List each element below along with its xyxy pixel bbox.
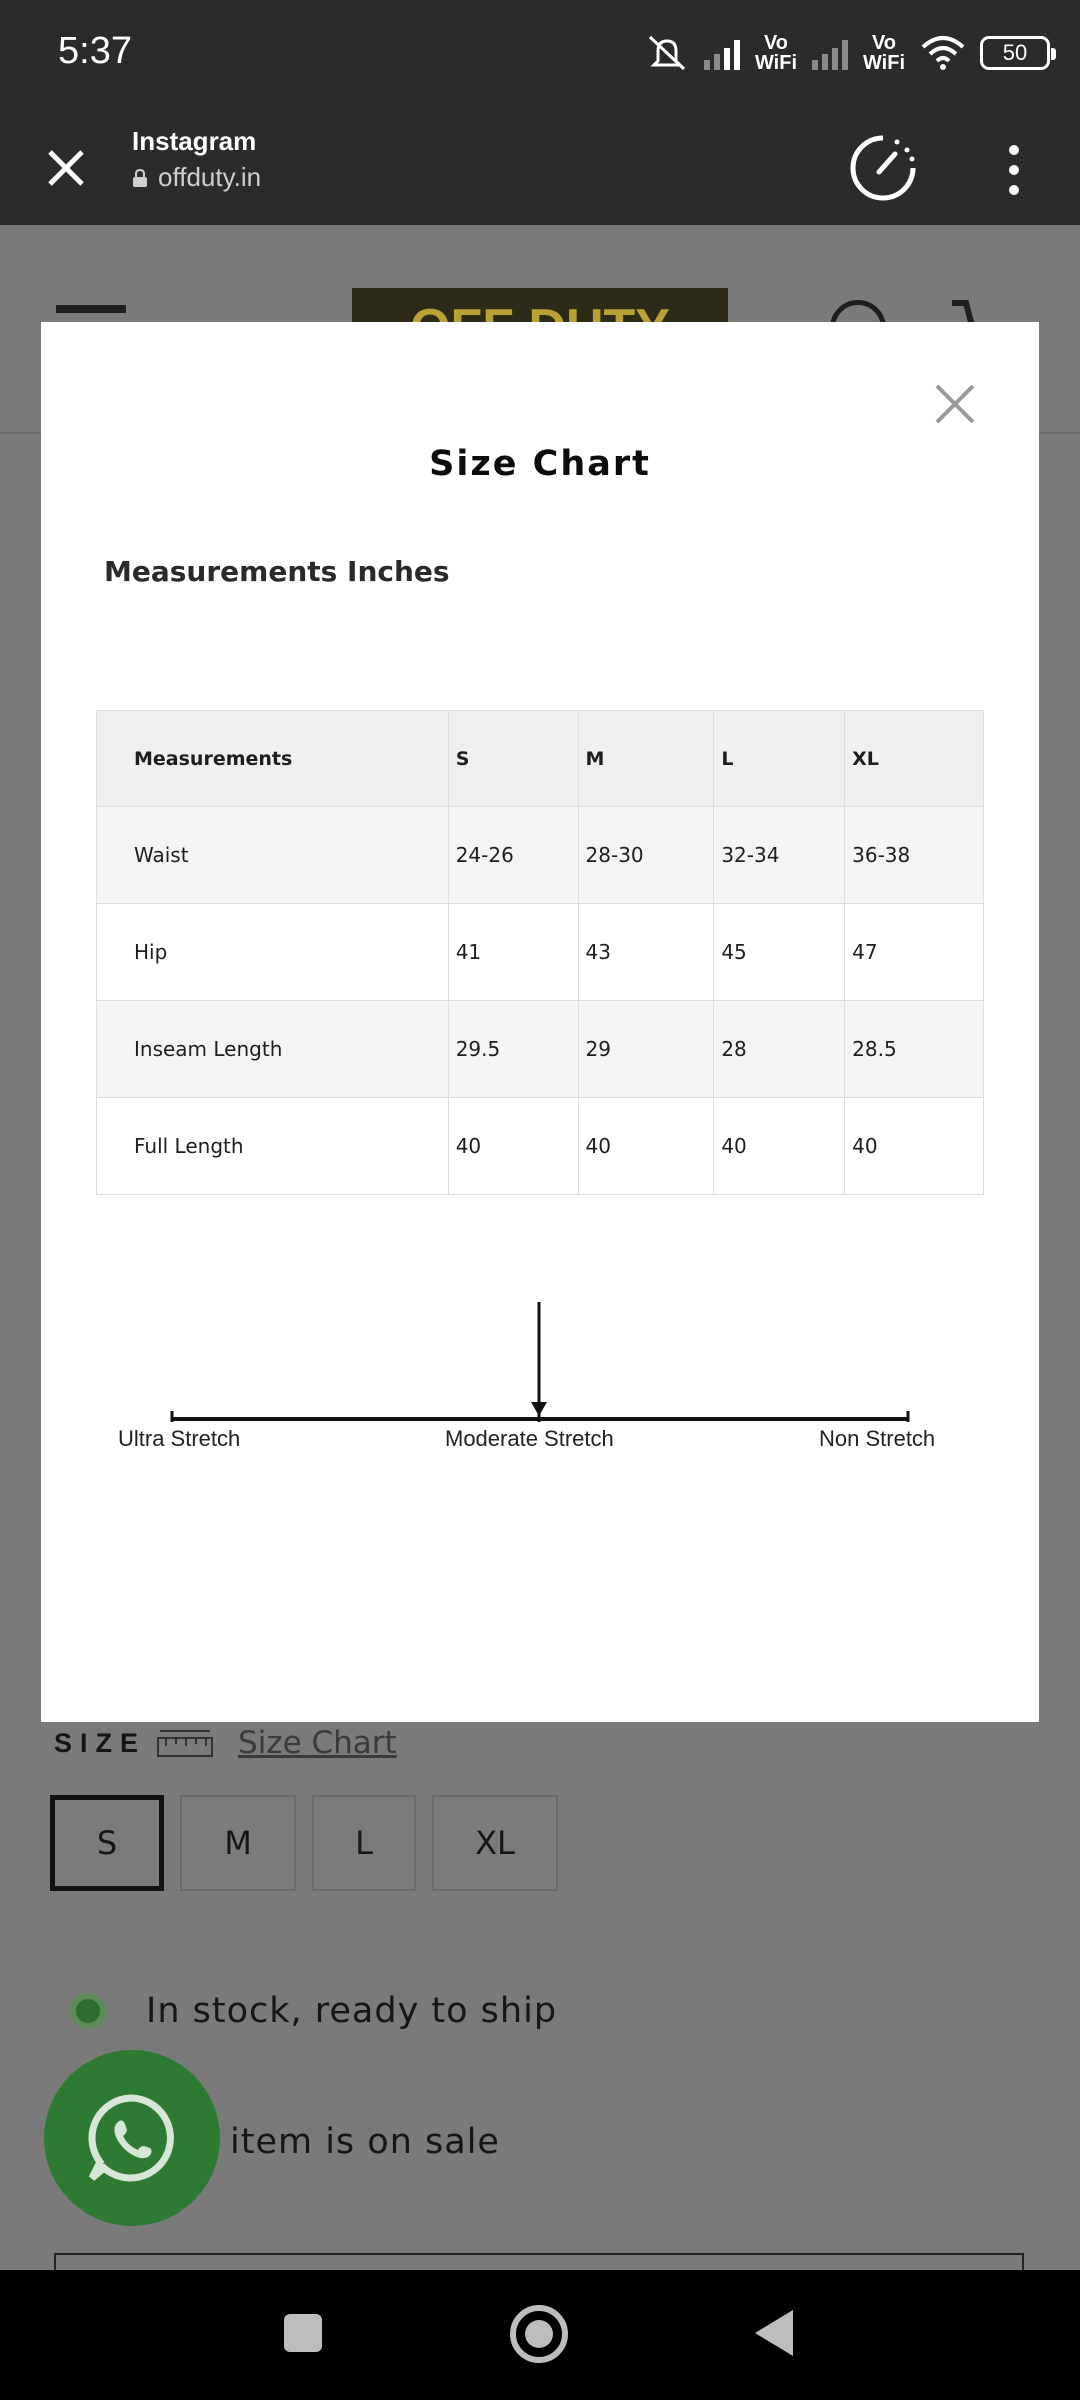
stretch-label-ultra: Ultra Stretch	[118, 1426, 241, 1451]
table-header: S	[448, 711, 578, 807]
size-row	[54, 1725, 397, 1761]
whatsapp-button[interactable]	[44, 2050, 220, 2226]
table-cell: 24-26	[448, 807, 578, 904]
sale-text: item is on sale	[230, 2122, 500, 2162]
table-cell: 32-34	[714, 807, 845, 904]
size-label: SIZE	[54, 1727, 147, 1758]
modal-close-icon[interactable]	[931, 380, 979, 428]
table-cell: Waist	[97, 807, 449, 904]
lock-icon	[132, 169, 148, 187]
stretch-label-moderate: Moderate Stretch	[445, 1426, 614, 1451]
signal-icon-2	[812, 36, 848, 70]
battery-icon: 50	[980, 36, 1050, 70]
table-header: XL	[845, 711, 984, 807]
table-row	[97, 1001, 984, 1098]
size-option-m[interactable]: M	[180, 1795, 296, 1891]
table-cell: 41	[448, 904, 578, 1001]
recents-icon[interactable]	[284, 2314, 322, 2352]
table-row	[97, 1098, 984, 1195]
ruler-icon	[156, 1726, 214, 1760]
status-time: 5:37	[58, 30, 132, 72]
more-options-icon[interactable]	[1000, 140, 1028, 200]
table-cell: 36-38	[845, 807, 984, 904]
speedometer-icon[interactable]	[845, 130, 921, 206]
home-icon[interactable]	[510, 2305, 568, 2363]
size-chart-modal	[41, 322, 1039, 1722]
vowifi-label-2: Vo WiFi	[862, 32, 906, 74]
whatsapp-icon	[82, 2088, 182, 2188]
size-option-s[interactable]: S	[50, 1795, 164, 1891]
back-icon[interactable]	[755, 2310, 793, 2356]
table-header: L	[714, 711, 845, 807]
stock-status	[70, 1991, 557, 2031]
table-cell: 40	[448, 1098, 578, 1195]
table-row	[97, 904, 984, 1001]
size-chart-link[interactable]: Size Chart	[238, 1725, 397, 1761]
table-cell: Inseam Length	[97, 1001, 449, 1098]
table-header: M	[578, 711, 714, 807]
in-stock-dot-icon	[70, 1993, 106, 2029]
table-cell: 45	[714, 904, 845, 1001]
modal-subtitle: Measurements Inches	[104, 555, 450, 588]
table-cell: 47	[845, 904, 984, 1001]
table-cell: 29	[578, 1001, 714, 1098]
table-header: Measurements	[97, 711, 449, 807]
hamburger-menu-icon[interactable]	[56, 305, 126, 313]
table-cell: 40	[845, 1098, 984, 1195]
close-icon[interactable]	[36, 138, 96, 198]
stretch-label-non: Non Stretch	[819, 1426, 936, 1451]
modal-title: Size Chart	[429, 444, 651, 484]
add-to-cart-box[interactable]	[54, 2253, 1024, 2270]
browser-url[interactable]	[132, 162, 261, 193]
size-option-xl[interactable]: XL	[432, 1795, 558, 1891]
wifi-icon	[920, 35, 966, 71]
table-cell: 43	[578, 904, 714, 1001]
vowifi-label: Vo WiFi	[754, 32, 798, 74]
stock-text: In stock, ready to ship	[146, 1991, 558, 2031]
url-text: offduty.in	[158, 162, 262, 192]
table-cell: 28.5	[845, 1001, 984, 1098]
browser-bar	[0, 110, 1080, 225]
size-options	[50, 1795, 558, 1891]
browser-title: Instagram	[132, 126, 257, 156]
table-cell: Full Length	[97, 1098, 449, 1195]
table-cell: 28	[714, 1001, 845, 1098]
system-nav-bar	[0, 2270, 1080, 2400]
table-cell: Hip	[97, 904, 449, 1001]
signal-icon	[704, 36, 740, 70]
table-cell: 29.5	[448, 1001, 578, 1098]
size-option-l[interactable]: L	[312, 1795, 416, 1891]
mute-icon	[644, 33, 690, 73]
table-cell: 40	[578, 1098, 714, 1195]
table-cell: 28-30	[578, 807, 714, 904]
stretch-arrow-icon	[41, 1302, 1039, 1422]
table-header-row	[97, 711, 984, 807]
table-row	[97, 807, 984, 904]
status-icons	[644, 28, 1050, 78]
table-cell: 40	[714, 1098, 845, 1195]
status-bar	[0, 0, 1080, 110]
size-table	[96, 710, 984, 1195]
stretch-scale	[41, 1302, 1039, 1502]
